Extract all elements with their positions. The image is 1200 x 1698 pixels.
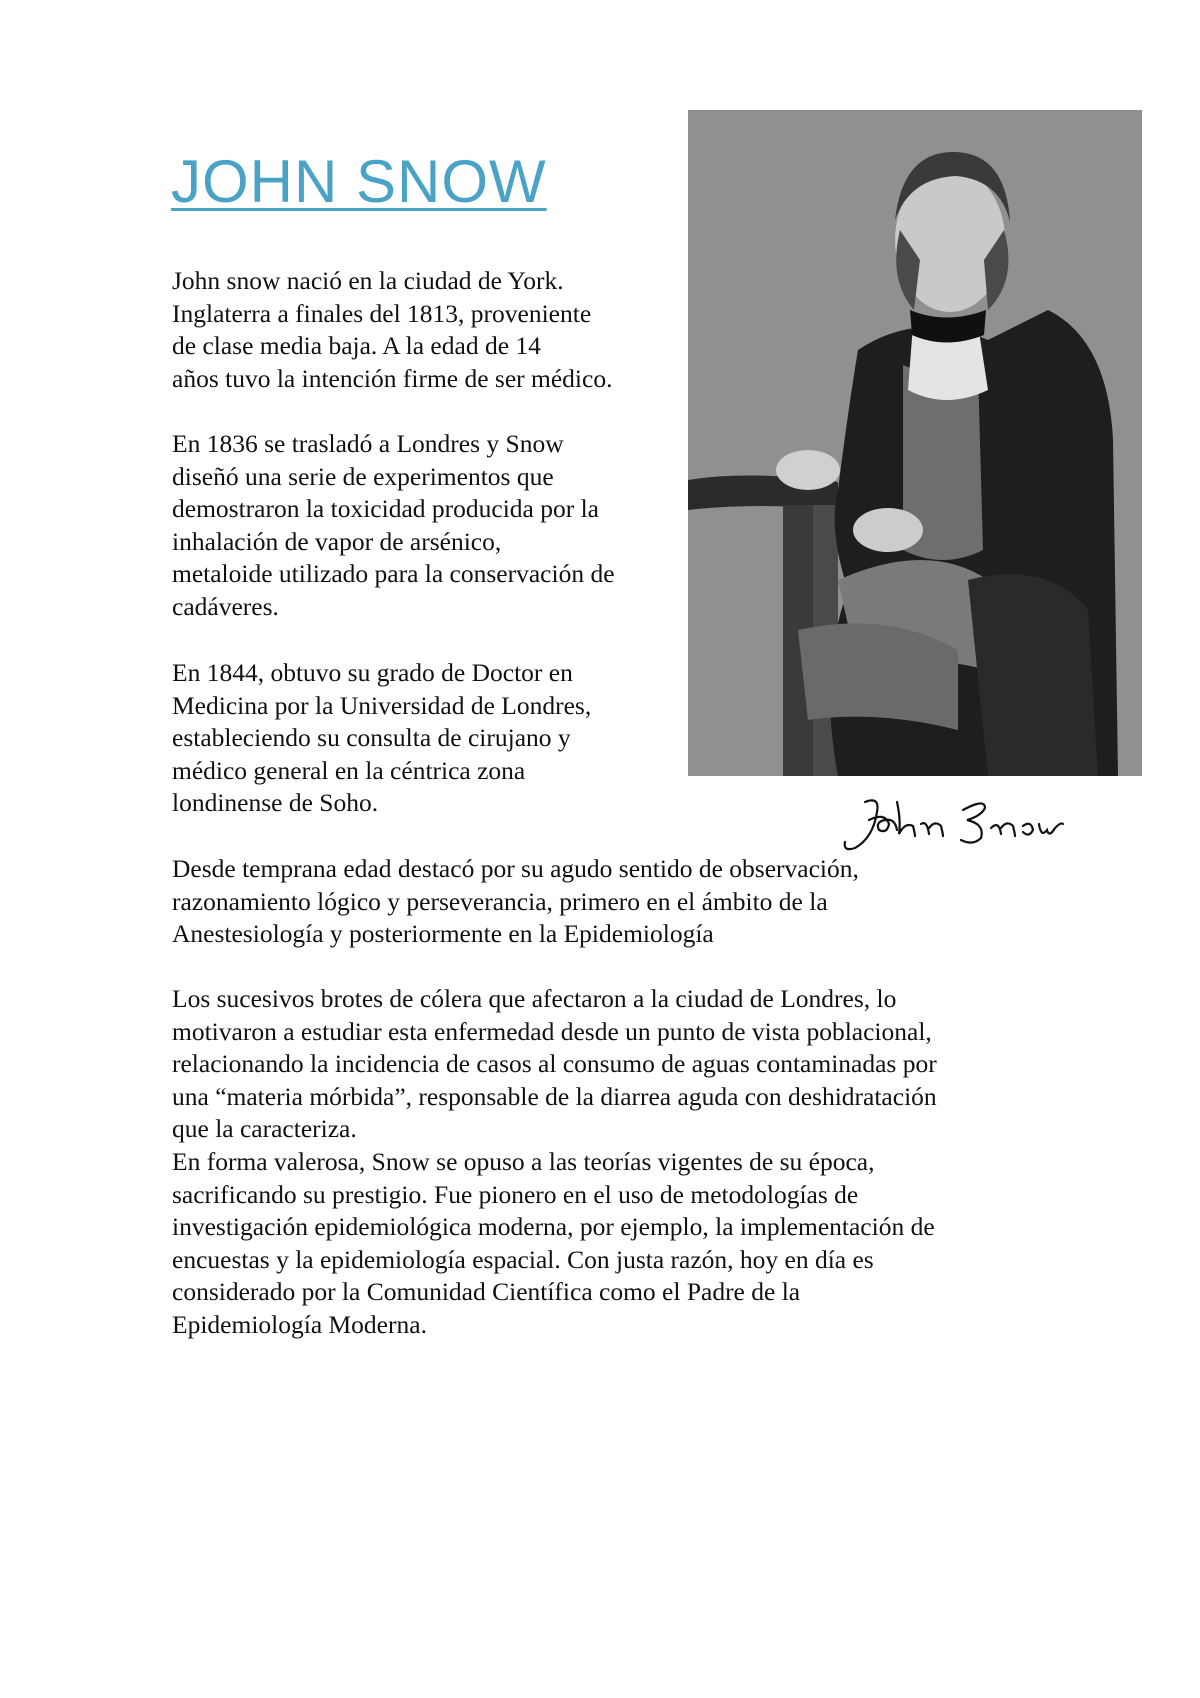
- paragraph-observation: [172, 853, 859, 951]
- paragraph-birth: [172, 265, 612, 395]
- text-line: cadáveres.: [172, 591, 279, 621]
- text-line: razonamiento lógico y perseverancia, primero en el ámbito de la: [172, 886, 828, 916]
- text-line: Los sucesivos brotes de cólera que afectaron a la ciudad de Londres, lo: [172, 984, 897, 1013]
- text-line: encuestas y la epidemiología espacial. Con justa razón, hoy en día es: [172, 1244, 874, 1274]
- text-line: Epidemiología Moderna.: [172, 1309, 427, 1339]
- text-line: que la caracteriza.: [172, 1114, 357, 1144]
- text-line: En 1836 se trasladó a Londres y Snow: [172, 429, 564, 458]
- text-line: En 1844, obtuvo su grado de Doctor en: [172, 658, 573, 687]
- text-line: diseñó una serie de experimentos que: [172, 461, 554, 491]
- text-line: metaloide utilizado para la conservación de: [172, 559, 615, 589]
- portrait-photo: [688, 110, 1142, 776]
- text-line: médico general en la céntrica zona: [172, 755, 526, 785]
- text-line: Medicina por la Universidad de Londres,: [172, 690, 592, 720]
- paragraph-cholera: [172, 983, 937, 1342]
- text-line: estableciendo su consulta de cirujano y: [172, 723, 571, 753]
- page-title: JOHN SNOW: [171, 148, 547, 215]
- text-line: motivaron a estudiar esta enfermedad desde un punto de vista poblacional,: [172, 1016, 932, 1046]
- signature-image: [835, 790, 1065, 860]
- text-line: John snow nació en la ciudad de York.: [172, 266, 564, 295]
- text-line: Desde temprana edad destacó por su agudo sentido de observación,: [172, 854, 859, 883]
- text-line: Inglaterra a finales del 1813, proveniente: [172, 298, 592, 328]
- text-line: sacrificando su prestigio. Fue pionero en el uso de metodologías de: [172, 1179, 859, 1209]
- text-line: inhalación de vapor de arsénico,: [172, 526, 502, 556]
- text-line: demostraron la toxicidad producida por la: [172, 494, 599, 524]
- text-line: relacionando la incidencia de casos al consumo de aguas contaminadas por: [172, 1049, 937, 1079]
- text-line: de clase media baja. A la edad de 14: [172, 331, 541, 361]
- text-line: Anestesiología y posteriormente en la Epidemiología: [172, 919, 714, 949]
- text-line: londinense de Soho.: [172, 788, 379, 818]
- text-line: años tuvo la intención firme de ser médico.: [172, 363, 613, 393]
- paragraph-london: [172, 428, 615, 624]
- text-line: considerado por la Comunidad Científica como el Padre de la: [172, 1277, 801, 1307]
- text-line: En forma valerosa, Snow se opuso a las teorías vigentes de su época,: [172, 1146, 875, 1176]
- text-line: una “materia mórbida”, responsable de la diarrea aguda con deshidratación: [172, 1081, 937, 1111]
- text-line: investigación epidemiológica moderna, por ejemplo, la implementación de: [172, 1212, 935, 1242]
- paragraph-doctor: [172, 657, 591, 820]
